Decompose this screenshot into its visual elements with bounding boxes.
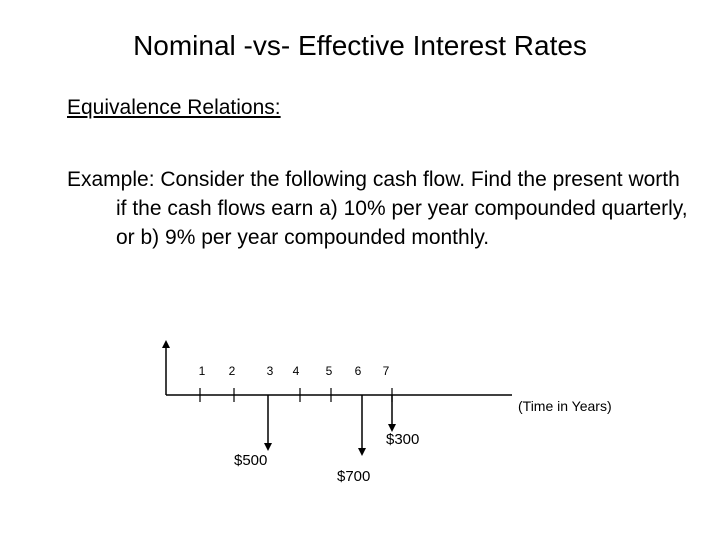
period-label-4: 4 — [292, 364, 300, 378]
cash-flow-amount-300: $300 — [386, 431, 420, 448]
example-text: Example: Consider the following cash flow. Find the present worth if the cash flows earn a) 10% per year compounded quarterly, or b) 9% per year compounded monthly. — [67, 168, 688, 249]
period-label-7: 7 — [382, 364, 390, 378]
slide-title: Nominal -vs- Effective Interest Rates — [133, 30, 587, 61]
period-label-3: 3 — [266, 364, 274, 378]
period-label-6: 6 — [354, 364, 362, 378]
subheading: Equivalence Relations: — [67, 96, 281, 119]
cash-flow-amount-500: $500 — [234, 452, 268, 469]
axis-label: (Time in Years) — [518, 398, 612, 414]
period-label-5: 5 — [325, 364, 333, 378]
period-label-1: 1 — [198, 364, 206, 378]
cash-flow-amount-700: $700 — [337, 468, 371, 485]
period-label-2: 2 — [228, 364, 236, 378]
